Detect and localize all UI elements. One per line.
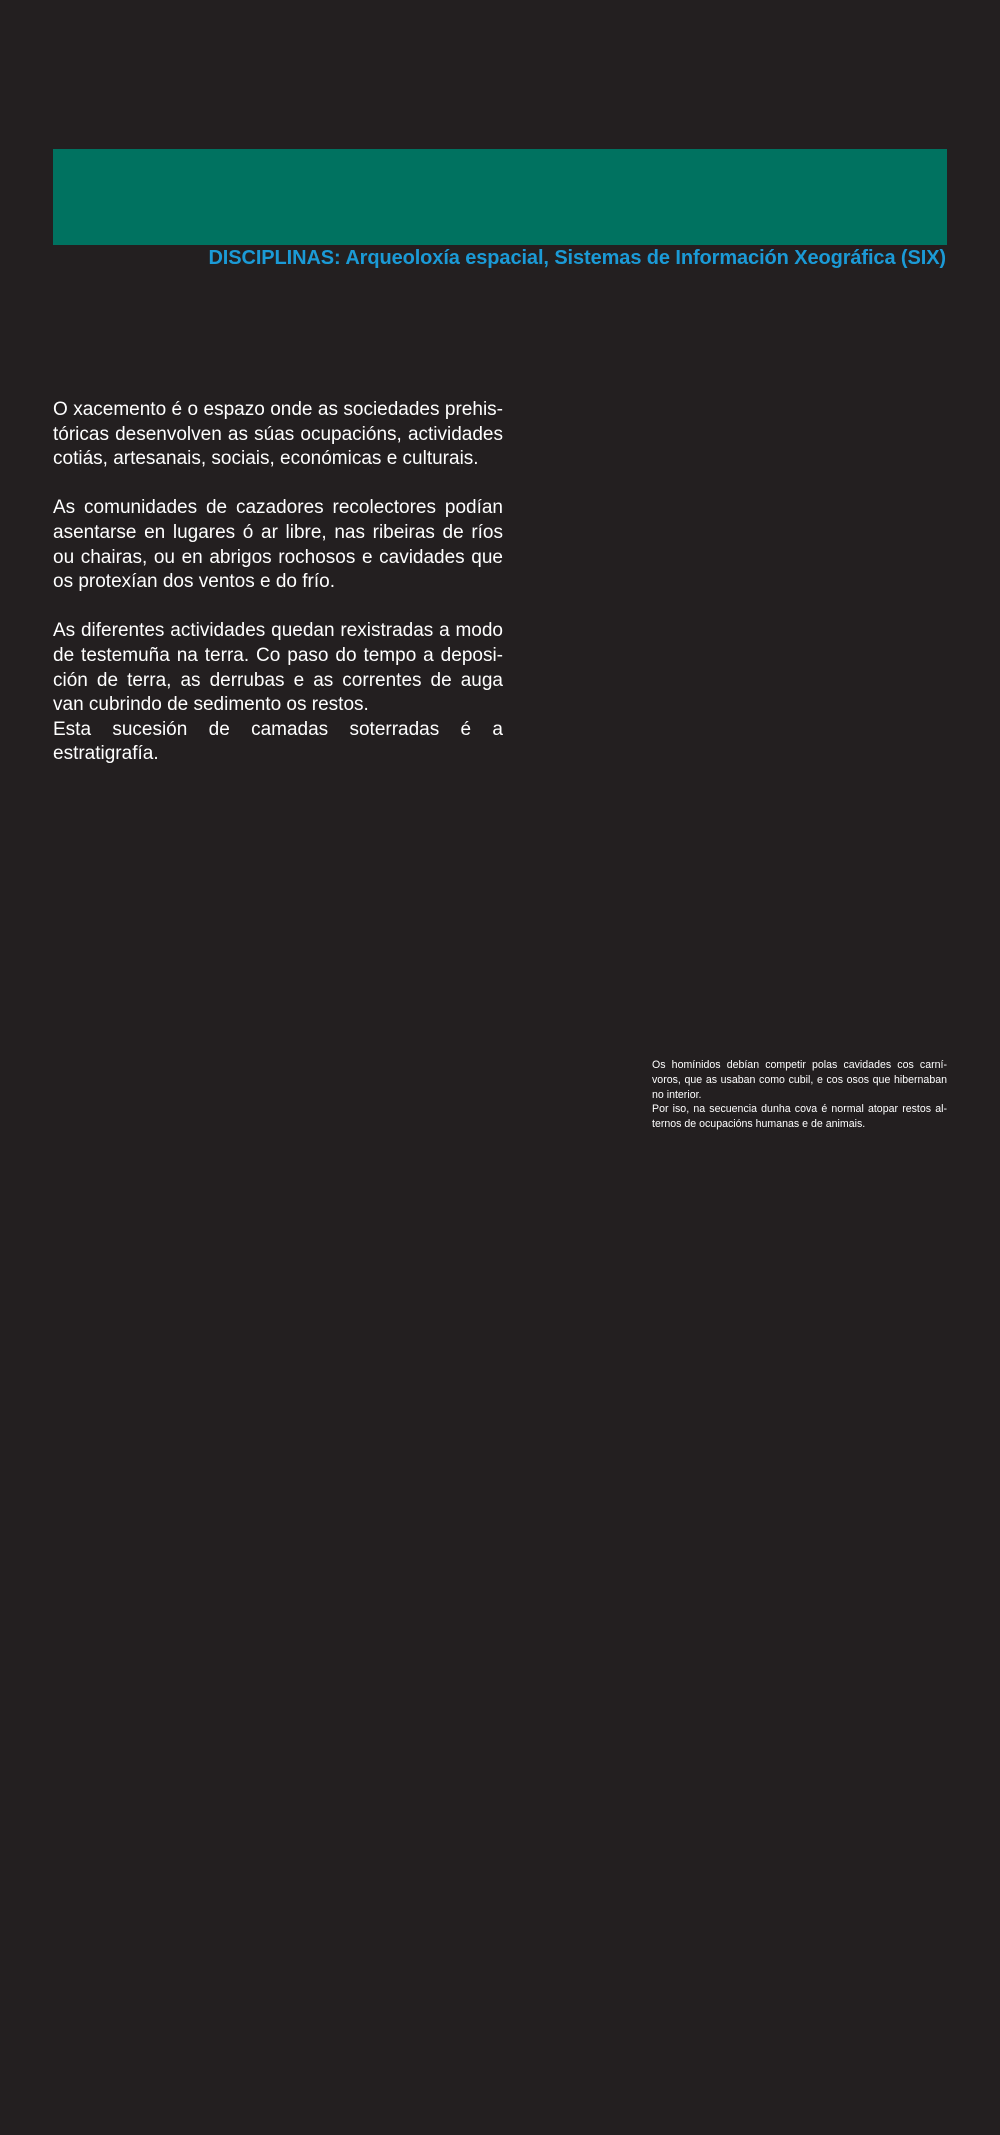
paragraph-estratigrafia: Esta sucesión de camadas soterradas é a estratigrafía. bbox=[53, 718, 503, 765]
paragraph-actividades: As diferentes actividades quedan rexistradas a modo de testemuña na terra. Co paso do tempo a deposición de terra, as derrubas e as correntes de auga van cubrindo de sedimento os restos. bbox=[53, 620, 503, 716]
caption-line-secuencia: Por iso, na secuencia dunha cova é normal atopar restos alternos de ocupacións humanas e de animais. bbox=[652, 1103, 947, 1131]
header-banner bbox=[53, 149, 947, 245]
paragraph-comunidades: As comunidades de cazadores recolectores podían asentarse en lugares ó ar libre, nas ribeiras de ríos ou chairas, ou en abrigos rochosos e cavidades que os protexían dos ventos e do frío. bbox=[53, 497, 503, 593]
paragraph-xacemento: O xacemento é o espazo onde as sociedades prehistóricas desenvolven as súas ocupacións, actividades cotiás, artesanais, sociais, económicas e culturais. bbox=[53, 399, 503, 470]
caption-block bbox=[652, 1058, 947, 1132]
caption-line-hominidos: Os homínidos debían competir polas cavidades cos carnívoros, que as usaban como cubil, e cos osos que hibernaban no interior. bbox=[652, 1059, 947, 1101]
disciplinas-heading: DISCIPLINAS: Arqueoloxía espacial, Sistemas de Información Xeográfica (SIX) bbox=[208, 247, 946, 269]
main-text-block bbox=[53, 398, 503, 767]
